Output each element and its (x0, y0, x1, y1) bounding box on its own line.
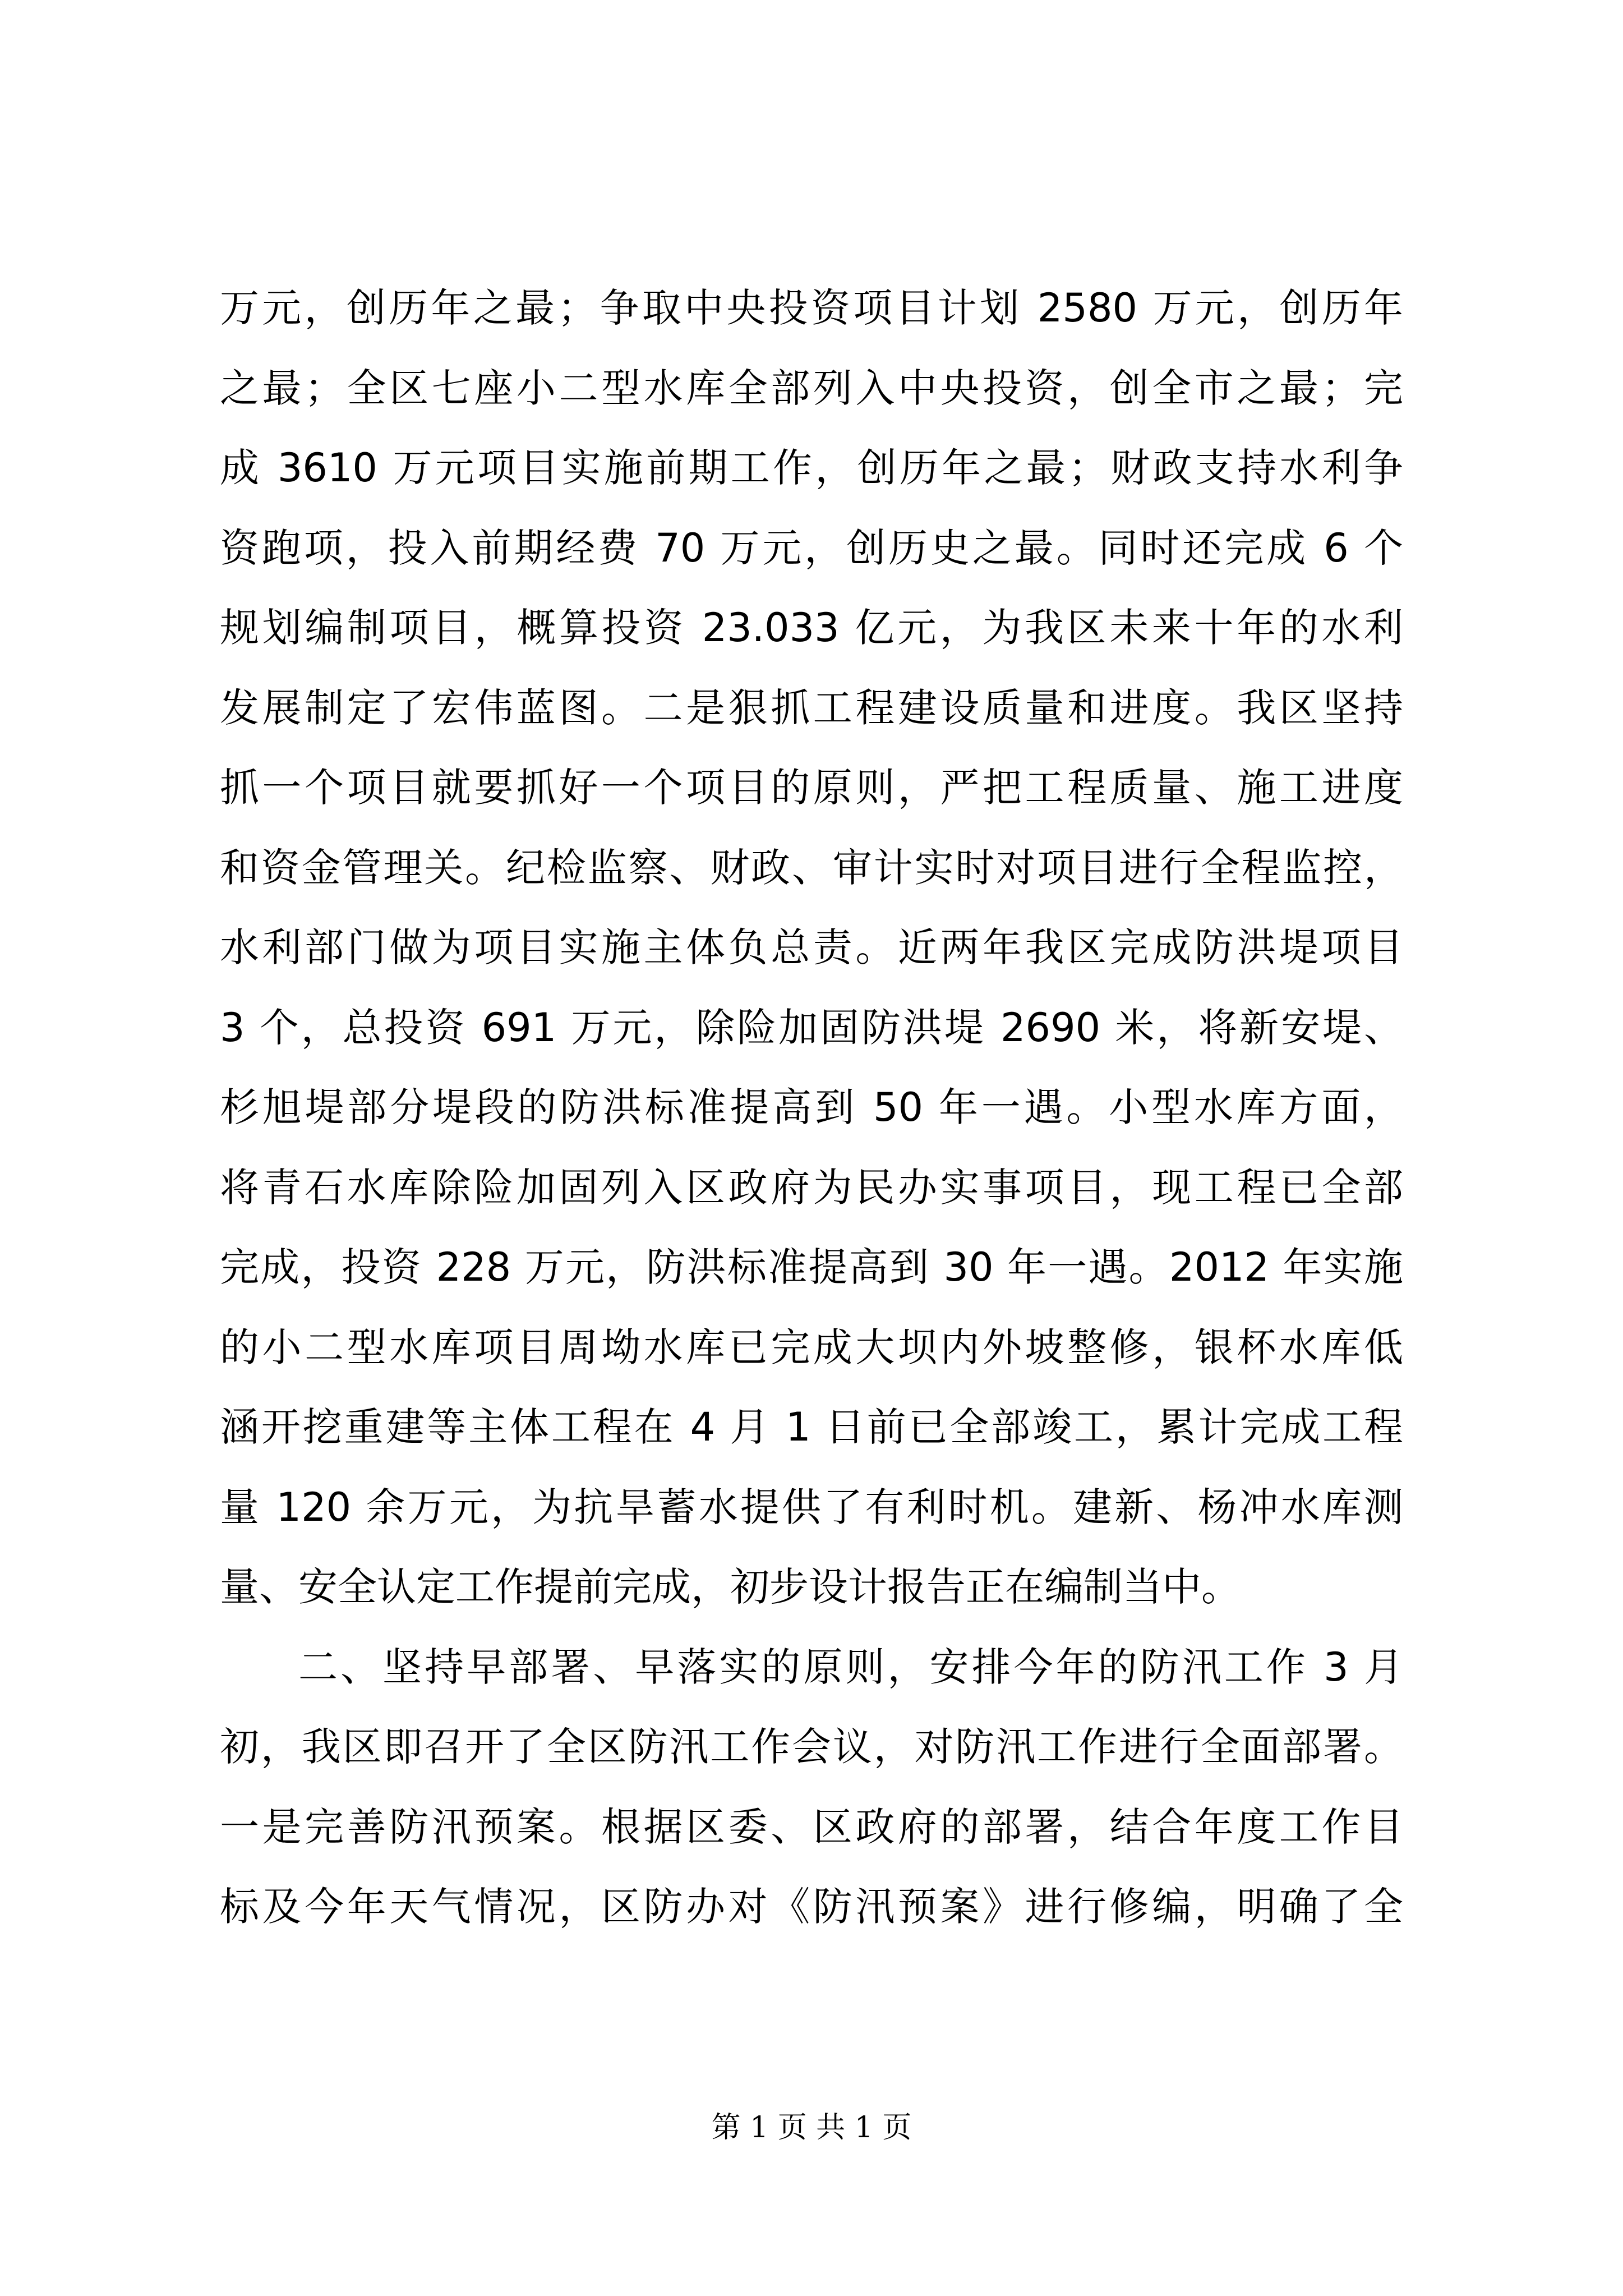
page-number-footer: 第 1 页 共 1 页 (711, 2111, 912, 2145)
text-line: 3 个，总投资 691 万元，除险加固防洪堤 2690 米，将新安堤、 (220, 1004, 1403, 1051)
text-line: 一是完善防汛预案。根据区委、区政府的部署，结合年度工作目 (220, 1803, 1403, 1850)
text-line: 初，我区即召开了全区防汛工作会议，对防汛工作进行全面部署。 (220, 1724, 1403, 1770)
text-line: 完成，投资 228 万元，防洪标准提高到 30 年一遇。2012 年实施 (220, 1244, 1403, 1290)
text-line: 发展制定了宏伟蓝图。二是狠抓工程建设质量和进度。我区坚持 (220, 684, 1403, 731)
text-line: 量 120 余万元，为抗旱蓄水提供了有利时机。建新、杨冲水库测 (220, 1484, 1403, 1530)
text-line: 万元，创历年之最；争取中央投资项目计划 2580 万元，创历年 (220, 285, 1403, 331)
text-line: 涵开挖重建等主体工程在 4 月 1 日前已全部竣工，累计完成工程 (220, 1404, 1403, 1450)
text-line: 规划编制项目，概算投资 23.033 亿元，为我区未来十年的水利 (220, 605, 1403, 651)
text-line: 杉旭堤部分堤段的防洪标准提高到 50 年一遇。小型水库方面， (220, 1084, 1403, 1130)
text-line: 和资金管理关。纪检监察、财政、审计实时对项目进行全程监控， (220, 844, 1403, 891)
text-line: 标及今年天气情况，区防办对《防汛预案》进行修编，明确了全 (220, 1884, 1403, 1930)
text-line: 之最；全区七座小二型水库全部列入中央投资，创全市之最；完 (220, 365, 1403, 411)
text-line: 二、坚持早部署、早落实的原则，安排今年的防汛工作 3 月 (298, 1644, 1403, 1690)
text-line: 量、安全认定工作提前完成，初步设计报告正在编制当中。 (220, 1564, 1241, 1610)
text-line: 的小二型水库项目周坳水库已完成大坝内外坡整修，银杯水库低 (220, 1324, 1403, 1370)
text-line: 资跑项，投入前期经费 70 万元，创历史之最。同时还完成 6 个 (220, 524, 1403, 571)
text-line: 水利部门做为项目实施主体负总责。近两年我区完成防洪堤项目 (220, 924, 1403, 970)
body-text (220, 268, 1403, 1947)
text-line: 抓一个项目就要抓好一个项目的原则，严把工程质量、施工进度 (220, 765, 1403, 811)
text-line: 将青石水库除险加固列入区政府为民办实事项目，现工程已全部 (220, 1164, 1403, 1211)
text-line: 成 3610 万元项目实施前期工作，创历年之最；财政支持水利争 (220, 445, 1403, 491)
